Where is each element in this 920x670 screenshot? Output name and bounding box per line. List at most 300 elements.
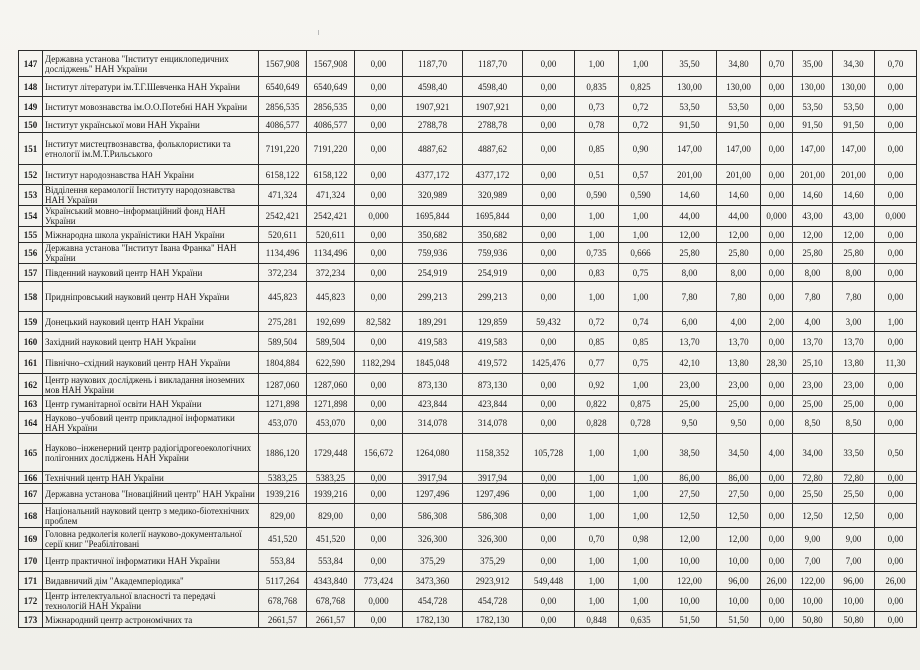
value-cell: 1,00 xyxy=(619,550,663,572)
value-cell: 8,50 xyxy=(833,412,875,434)
institution-name: Національний науковий центр з медико-біотехнічних проблем xyxy=(43,504,259,528)
value-cell: 4887,62 xyxy=(463,133,523,165)
value-cell: 0,00 xyxy=(875,590,917,612)
value-cell: 0,00 xyxy=(355,412,403,434)
value-cell: 8,50 xyxy=(793,412,833,434)
value-cell: 44,00 xyxy=(663,206,717,227)
value-cell: 12,50 xyxy=(833,504,875,528)
value-cell: 53,50 xyxy=(663,97,717,117)
row-number: 171 xyxy=(19,572,43,590)
value-cell: 0,00 xyxy=(523,133,575,165)
value-cell: 1425,476 xyxy=(523,352,575,374)
value-cell: 453,070 xyxy=(307,412,355,434)
value-cell: 445,823 xyxy=(307,282,355,312)
value-cell: 0,848 xyxy=(575,612,619,628)
value-cell: 130,00 xyxy=(793,77,833,97)
value-cell: 0,00 xyxy=(875,504,917,528)
value-cell: 25,80 xyxy=(717,243,761,264)
value-cell: 0,00 xyxy=(875,97,917,117)
value-cell: 451,520 xyxy=(307,528,355,550)
value-cell: 423,844 xyxy=(463,396,523,412)
value-cell: 0,00 xyxy=(523,396,575,412)
institution-name: Видавничий дім "Академперіодика" xyxy=(43,572,259,590)
value-cell: 419,572 xyxy=(463,352,523,374)
value-cell: 0,00 xyxy=(761,590,793,612)
value-cell: 0,85 xyxy=(575,332,619,352)
value-cell: 82,582 xyxy=(355,312,403,332)
value-cell: 201,00 xyxy=(833,165,875,185)
value-cell: 1,00 xyxy=(575,434,619,472)
institution-name: Центр інтелектуальної власності та передачі технологій НАН України xyxy=(43,590,259,612)
value-cell: 1,00 xyxy=(575,282,619,312)
table-row xyxy=(19,133,917,165)
value-cell: 0,00 xyxy=(523,590,575,612)
value-cell: 453,070 xyxy=(259,412,307,434)
institution-name: Науково–учбовий центр прикладної інформатики НАН України xyxy=(43,412,259,434)
table-row xyxy=(19,504,917,528)
value-cell: 586,308 xyxy=(403,504,463,528)
value-cell: 375,29 xyxy=(463,550,523,572)
value-cell: 1,00 xyxy=(619,590,663,612)
value-cell: 130,00 xyxy=(833,77,875,97)
value-cell: 1939,216 xyxy=(259,484,307,504)
value-cell: 147,00 xyxy=(793,133,833,165)
value-cell: 0,00 xyxy=(875,227,917,243)
value-cell: 0,00 xyxy=(523,51,575,77)
value-cell: 0,51 xyxy=(575,165,619,185)
row-number: 163 xyxy=(19,396,43,412)
row-number: 148 xyxy=(19,77,43,97)
table-row xyxy=(19,185,917,206)
value-cell: 10,00 xyxy=(663,550,717,572)
value-cell: 0,828 xyxy=(575,412,619,434)
value-cell: 130,00 xyxy=(717,77,761,97)
value-cell: 9,00 xyxy=(833,528,875,550)
value-cell: 2661,57 xyxy=(259,612,307,628)
value-cell: 12,50 xyxy=(663,504,717,528)
value-cell: 0,00 xyxy=(523,528,575,550)
value-cell: 12,50 xyxy=(793,504,833,528)
value-cell: 25,00 xyxy=(663,396,717,412)
value-cell: 44,00 xyxy=(717,206,761,227)
value-cell: 445,823 xyxy=(259,282,307,312)
value-cell: 0,822 xyxy=(575,396,619,412)
value-cell: 26,00 xyxy=(761,572,793,590)
value-cell: 6158,122 xyxy=(259,165,307,185)
value-cell: 1567,908 xyxy=(259,51,307,77)
value-cell: 4086,577 xyxy=(259,117,307,133)
value-cell: 0,000 xyxy=(875,206,917,227)
value-cell: 34,30 xyxy=(833,51,875,77)
value-cell: 25,80 xyxy=(663,243,717,264)
row-number: 165 xyxy=(19,434,43,472)
value-cell: 419,583 xyxy=(403,332,463,352)
value-cell: 0,00 xyxy=(761,396,793,412)
value-cell: 4377,172 xyxy=(463,165,523,185)
value-cell: 0,00 xyxy=(355,117,403,133)
value-cell: 1297,496 xyxy=(403,484,463,504)
value-cell: 0,666 xyxy=(619,243,663,264)
value-cell: 520,611 xyxy=(307,227,355,243)
value-cell: 1,00 xyxy=(575,206,619,227)
value-cell: 2856,535 xyxy=(307,97,355,117)
value-cell: 553,84 xyxy=(259,550,307,572)
value-cell: 13,70 xyxy=(663,332,717,352)
value-cell: 0,00 xyxy=(875,133,917,165)
value-cell: 4598,40 xyxy=(403,77,463,97)
value-cell: 1,00 xyxy=(619,206,663,227)
value-cell: 0,00 xyxy=(761,227,793,243)
row-number: 169 xyxy=(19,528,43,550)
value-cell: 375,29 xyxy=(403,550,463,572)
value-cell: 0,00 xyxy=(875,185,917,206)
value-cell: 254,919 xyxy=(463,264,523,282)
value-cell: 3473,360 xyxy=(403,572,463,590)
value-cell: 372,234 xyxy=(259,264,307,282)
value-cell: 0,00 xyxy=(355,243,403,264)
value-cell: 0,74 xyxy=(619,312,663,332)
table-row xyxy=(19,243,917,264)
value-cell: 0,72 xyxy=(619,117,663,133)
value-cell: 0,590 xyxy=(575,185,619,206)
table-body xyxy=(19,51,917,628)
value-cell: 553,84 xyxy=(307,550,355,572)
value-cell: 86,00 xyxy=(717,472,761,484)
value-cell: 201,00 xyxy=(793,165,833,185)
value-cell: 2923,912 xyxy=(463,572,523,590)
row-number: 151 xyxy=(19,133,43,165)
value-cell: 34,80 xyxy=(717,51,761,77)
value-cell: 13,80 xyxy=(833,352,875,374)
value-cell: 0,00 xyxy=(355,472,403,484)
value-cell: 1,00 xyxy=(619,374,663,396)
value-cell: 0,825 xyxy=(619,77,663,97)
value-cell: 0,00 xyxy=(523,97,575,117)
value-cell: 23,00 xyxy=(663,374,717,396)
value-cell: 419,583 xyxy=(463,332,523,352)
value-cell: 23,00 xyxy=(833,374,875,396)
value-cell: 4,00 xyxy=(761,434,793,472)
value-cell: 0,835 xyxy=(575,77,619,97)
institution-name: Державна установа "Іноваційний центр" НАН України xyxy=(43,484,259,504)
table-row xyxy=(19,165,917,185)
value-cell: 1782,130 xyxy=(463,612,523,628)
value-cell: 1297,496 xyxy=(463,484,523,504)
value-cell: 0,00 xyxy=(761,165,793,185)
value-cell: 0,00 xyxy=(761,243,793,264)
value-cell: 0,73 xyxy=(575,97,619,117)
value-cell: 0,00 xyxy=(523,612,575,628)
value-cell: 0,00 xyxy=(875,77,917,97)
institution-name: Інститут мистецтвознавства, фольклористики та етнології ім.М.Т.Рильського xyxy=(43,133,259,165)
value-cell: 0,00 xyxy=(523,206,575,227)
value-cell: 0,00 xyxy=(523,374,575,396)
institution-name: Північно–східний науковий центр НАН України xyxy=(43,352,259,374)
value-cell: 13,70 xyxy=(833,332,875,352)
value-cell: 0,00 xyxy=(355,97,403,117)
value-cell: 0,875 xyxy=(619,396,663,412)
value-cell: 27,50 xyxy=(663,484,717,504)
institution-name: Західний науковий центр НАН України xyxy=(43,332,259,352)
value-cell: 314,078 xyxy=(463,412,523,434)
value-cell: 0,00 xyxy=(355,77,403,97)
value-cell: 0,00 xyxy=(875,550,917,572)
institution-name: Придніпровський науковий центр НАН України xyxy=(43,282,259,312)
value-cell: 0,00 xyxy=(761,374,793,396)
value-cell: 12,00 xyxy=(793,227,833,243)
value-cell: 0,00 xyxy=(761,117,793,133)
value-cell: 0,00 xyxy=(761,550,793,572)
value-cell: 0,85 xyxy=(619,332,663,352)
value-cell: 829,00 xyxy=(307,504,355,528)
value-cell: 773,424 xyxy=(355,572,403,590)
table-row xyxy=(19,374,917,396)
value-cell: 1729,448 xyxy=(307,434,355,472)
value-cell: 38,50 xyxy=(663,434,717,472)
value-cell: 0,00 xyxy=(523,472,575,484)
value-cell: 0,00 xyxy=(761,612,793,628)
value-cell: 25,50 xyxy=(833,484,875,504)
institution-name: Інститут народознавства НАН України xyxy=(43,165,259,185)
value-cell: 0,000 xyxy=(355,590,403,612)
table-row xyxy=(19,612,917,628)
value-cell: 35,50 xyxy=(663,51,717,77)
value-cell: 25,00 xyxy=(717,396,761,412)
value-cell: 0,75 xyxy=(619,352,663,374)
value-cell: 14,60 xyxy=(793,185,833,206)
value-cell: 0,00 xyxy=(523,227,575,243)
value-cell: 91,50 xyxy=(663,117,717,133)
table-row xyxy=(19,264,917,282)
value-cell: 1187,70 xyxy=(403,51,463,77)
row-number: 160 xyxy=(19,332,43,352)
value-cell: 1804,884 xyxy=(259,352,307,374)
row-number: 161 xyxy=(19,352,43,374)
institution-name: Відділення керамології Інституту народознавства НАН України xyxy=(43,185,259,206)
value-cell: 1182,294 xyxy=(355,352,403,374)
value-cell: 10,00 xyxy=(833,590,875,612)
value-cell: 1,00 xyxy=(619,484,663,504)
value-cell: 0,00 xyxy=(355,165,403,185)
value-cell: 4598,40 xyxy=(463,77,523,97)
value-cell: 91,50 xyxy=(793,117,833,133)
table-row xyxy=(19,396,917,412)
value-cell: 0,735 xyxy=(575,243,619,264)
value-cell: 0,00 xyxy=(761,484,793,504)
value-cell: 72,80 xyxy=(793,472,833,484)
value-cell: 0,00 xyxy=(761,472,793,484)
value-cell: 43,00 xyxy=(833,206,875,227)
table-row xyxy=(19,282,917,312)
value-cell: 2,00 xyxy=(761,312,793,332)
value-cell: 0,00 xyxy=(875,612,917,628)
value-cell: 350,682 xyxy=(463,227,523,243)
table-row xyxy=(19,352,917,374)
value-cell: 0,635 xyxy=(619,612,663,628)
value-cell: 1,00 xyxy=(619,227,663,243)
value-cell: 33,50 xyxy=(833,434,875,472)
value-cell: 0,00 xyxy=(523,412,575,434)
value-cell: 1695,844 xyxy=(403,206,463,227)
row-number: 147 xyxy=(19,51,43,77)
value-cell: 1,00 xyxy=(619,282,663,312)
institution-name: Інститут мовознавства ім.О.О.Потебні НАН України xyxy=(43,97,259,117)
value-cell: 14,60 xyxy=(663,185,717,206)
value-cell: 454,728 xyxy=(463,590,523,612)
value-cell: 0,00 xyxy=(355,528,403,550)
value-cell: 5117,264 xyxy=(259,572,307,590)
value-cell: 275,281 xyxy=(259,312,307,332)
value-cell: 147,00 xyxy=(833,133,875,165)
value-cell: 86,00 xyxy=(663,472,717,484)
value-cell: 829,00 xyxy=(259,504,307,528)
value-cell: 12,50 xyxy=(717,504,761,528)
value-cell: 10,00 xyxy=(717,590,761,612)
value-cell: 0,75 xyxy=(619,264,663,282)
institution-name: Державна установа "Інститут енциклопедичних досліджень" НАН України xyxy=(43,51,259,77)
value-cell: 12,00 xyxy=(663,528,717,550)
value-cell: 1,00 xyxy=(575,550,619,572)
value-cell: 1134,496 xyxy=(307,243,355,264)
value-cell: 1,00 xyxy=(575,227,619,243)
value-cell: 12,00 xyxy=(663,227,717,243)
value-cell: 9,00 xyxy=(793,528,833,550)
value-cell: 372,234 xyxy=(307,264,355,282)
value-cell: 1,00 xyxy=(619,434,663,472)
value-cell: 0,00 xyxy=(355,612,403,628)
value-cell: 0,00 xyxy=(761,264,793,282)
value-cell: 1886,120 xyxy=(259,434,307,472)
value-cell: 1,00 xyxy=(619,472,663,484)
value-cell: 7,80 xyxy=(717,282,761,312)
value-cell: 0,00 xyxy=(523,117,575,133)
value-cell: 0,00 xyxy=(355,484,403,504)
value-cell: 12,00 xyxy=(717,528,761,550)
budget-table xyxy=(18,50,917,628)
row-number: 157 xyxy=(19,264,43,282)
row-number: 162 xyxy=(19,374,43,396)
value-cell: 471,324 xyxy=(259,185,307,206)
value-cell: 7,80 xyxy=(833,282,875,312)
value-cell: 7191,220 xyxy=(307,133,355,165)
row-number: 158 xyxy=(19,282,43,312)
value-cell: 0,00 xyxy=(875,528,917,550)
value-cell: 25,50 xyxy=(793,484,833,504)
value-cell: 0,00 xyxy=(761,185,793,206)
value-cell: 0,00 xyxy=(875,472,917,484)
institution-name: Центр наукових досліджень і викладання іноземних мов НАН України xyxy=(43,374,259,396)
value-cell: 35,00 xyxy=(793,51,833,77)
value-cell: 4,00 xyxy=(793,312,833,332)
value-cell: 4086,577 xyxy=(307,117,355,133)
row-number: 167 xyxy=(19,484,43,504)
value-cell: 0,00 xyxy=(761,97,793,117)
value-cell: 1,00 xyxy=(875,312,917,332)
value-cell: 2542,421 xyxy=(259,206,307,227)
value-cell: 0,000 xyxy=(761,206,793,227)
value-cell: 189,291 xyxy=(403,312,463,332)
value-cell: 91,50 xyxy=(717,117,761,133)
value-cell: 23,00 xyxy=(717,374,761,396)
value-cell: 0,00 xyxy=(875,484,917,504)
row-number: 164 xyxy=(19,412,43,434)
value-cell: 873,130 xyxy=(403,374,463,396)
row-number: 173 xyxy=(19,612,43,628)
value-cell: 549,448 xyxy=(523,572,575,590)
value-cell: 3917,94 xyxy=(403,472,463,484)
institution-name: Науково–інженерний центр радіогідрогеоекологічних полігонних досліджень НАН України xyxy=(43,434,259,472)
value-cell: 1287,060 xyxy=(307,374,355,396)
value-cell: 147,00 xyxy=(717,133,761,165)
value-cell: 25,80 xyxy=(833,243,875,264)
value-cell: 520,611 xyxy=(259,227,307,243)
value-cell: 91,50 xyxy=(833,117,875,133)
value-cell: 0,00 xyxy=(355,282,403,312)
value-cell: 759,936 xyxy=(403,243,463,264)
value-cell: 2661,57 xyxy=(307,612,355,628)
value-cell: 1158,352 xyxy=(463,434,523,472)
value-cell: 7,80 xyxy=(793,282,833,312)
value-cell: 0,00 xyxy=(875,282,917,312)
scan-artifact xyxy=(318,30,319,35)
value-cell: 201,00 xyxy=(717,165,761,185)
value-cell: 1264,080 xyxy=(403,434,463,472)
value-cell: 4343,840 xyxy=(307,572,355,590)
value-cell: 0,00 xyxy=(523,185,575,206)
value-cell: 1782,130 xyxy=(403,612,463,628)
institution-name: Український мовно–інформаційний фонд НАН України xyxy=(43,206,259,227)
table-row xyxy=(19,484,917,504)
value-cell: 0,00 xyxy=(875,117,917,133)
value-cell: 0,00 xyxy=(523,550,575,572)
value-cell: 59,432 xyxy=(523,312,575,332)
value-cell: 0,00 xyxy=(355,227,403,243)
value-cell: 8,00 xyxy=(833,264,875,282)
value-cell: 0,00 xyxy=(875,332,917,352)
value-cell: 25,00 xyxy=(793,396,833,412)
value-cell: 622,590 xyxy=(307,352,355,374)
value-cell: 0,00 xyxy=(355,185,403,206)
institution-name: Інститут літератури ім.Т.Г.Шевченка НАН України xyxy=(43,77,259,97)
value-cell: 122,00 xyxy=(793,572,833,590)
value-cell: 25,00 xyxy=(833,396,875,412)
value-cell: 14,60 xyxy=(717,185,761,206)
value-cell: 11,30 xyxy=(875,352,917,374)
value-cell: 8,00 xyxy=(663,264,717,282)
value-cell: 8,00 xyxy=(793,264,833,282)
value-cell: 0,00 xyxy=(761,412,793,434)
value-cell: 0,00 xyxy=(355,396,403,412)
value-cell: 1845,048 xyxy=(403,352,463,374)
value-cell: 1907,921 xyxy=(403,97,463,117)
value-cell: 1271,898 xyxy=(307,396,355,412)
value-cell: 0,00 xyxy=(761,77,793,97)
value-cell: 9,50 xyxy=(717,412,761,434)
value-cell: 3,00 xyxy=(833,312,875,332)
value-cell: 589,504 xyxy=(259,332,307,352)
value-cell: 42,10 xyxy=(663,352,717,374)
value-cell: 678,768 xyxy=(259,590,307,612)
row-number: 149 xyxy=(19,97,43,117)
value-cell: 147,00 xyxy=(663,133,717,165)
row-number: 154 xyxy=(19,206,43,227)
table-row xyxy=(19,572,917,590)
value-cell: 0,00 xyxy=(355,504,403,528)
value-cell: 14,60 xyxy=(833,185,875,206)
value-cell: 586,308 xyxy=(463,504,523,528)
value-cell: 50,80 xyxy=(833,612,875,628)
value-cell: 350,682 xyxy=(403,227,463,243)
